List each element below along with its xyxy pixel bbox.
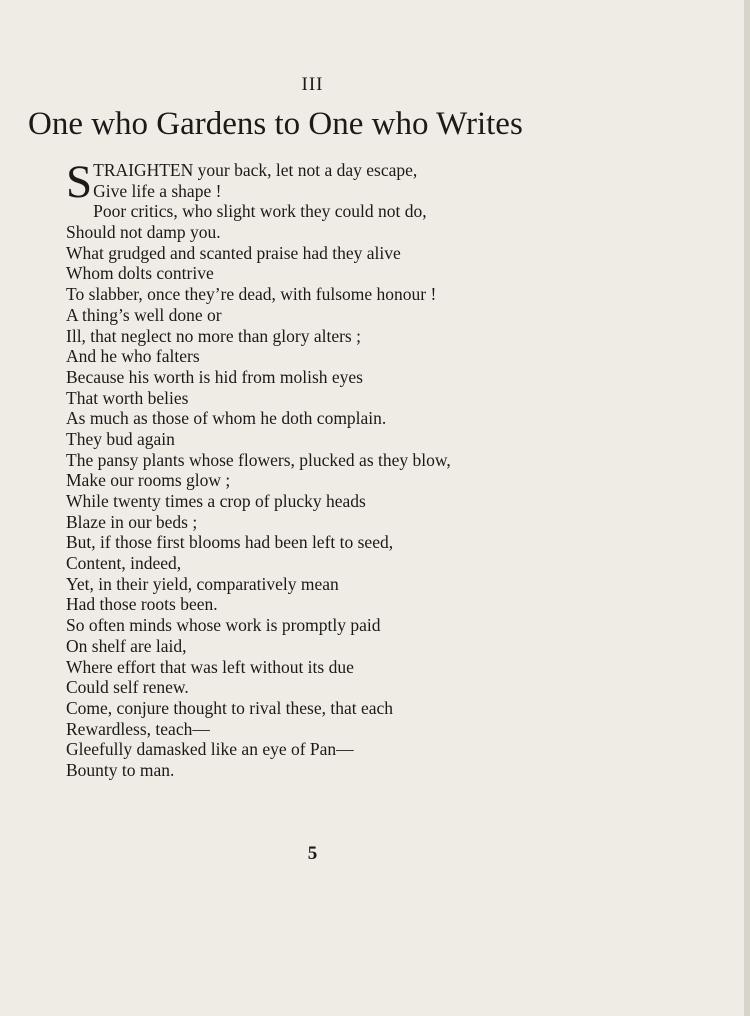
page-edge <box>744 0 750 1016</box>
poem-line: While twenty times a crop of plucky heads <box>66 491 366 511</box>
poem-line: To slabber, once they’re dead, with fulsome honour ! <box>66 284 437 305</box>
poem-line: Yet, in their yield, comparatively mean <box>66 573 339 594</box>
poem-title: One who Gardens to One who Writes <box>28 106 523 142</box>
opening-lines <box>93 160 606 201</box>
poem-line: That worth belies <box>66 387 189 408</box>
poem-line: Give life a shape ! <box>93 180 222 201</box>
poem-line: TRAIGHTEN your back, let not a day escape, <box>93 160 418 180</box>
page-number: 5 <box>307 843 318 864</box>
poem-line: Make our rooms glow ; <box>66 470 231 491</box>
poem-line: Come, conjure thought to rival these, that each <box>66 697 394 718</box>
poem-line: But, if those first blooms had been left to seed, <box>66 532 394 553</box>
poem-line: The pansy plants whose flowers, plucked as they blow, <box>66 449 451 470</box>
poem-line: And he who falters <box>66 346 200 367</box>
poem-line: What grudged and scanted praise had they alive <box>66 242 401 263</box>
poem-line: Content, indeed, <box>66 553 182 574</box>
poem-line: Blaze in our beds ; <box>66 511 198 532</box>
poem-line: Could self renew. <box>66 677 189 698</box>
poem-line: Bounty to man. <box>66 759 175 780</box>
poem-line: Gleefully damasked like an eye of Pan— <box>66 739 354 760</box>
poem-line: Had those roots been. <box>66 594 218 615</box>
poem-line: Ill, that neglect no more than glory alters ; <box>66 325 361 346</box>
poem-line: A thing’s well done or <box>66 304 222 325</box>
poem-line: They bud again <box>66 428 175 449</box>
poem-body <box>66 156 606 781</box>
poem-line: On shelf are laid, <box>66 635 187 656</box>
poem-line: Rewardless, teach— <box>66 718 210 739</box>
poem-line: Whom dolts contrive <box>66 263 214 284</box>
poem-line: As much as those of whom he doth complain. <box>66 408 387 429</box>
poem-line: Poor critics, who slight work they could not do, <box>93 201 427 222</box>
poem-line: So often minds whose work is promptly paid <box>66 615 381 636</box>
poem-line: Where effort that was left without its due <box>66 656 354 677</box>
poem-line: Because his worth is hid from molish eyes <box>66 366 363 387</box>
drop-cap: S <box>66 156 93 208</box>
poem-line: Should not damp you. <box>66 222 221 243</box>
section-number: III <box>301 74 324 95</box>
